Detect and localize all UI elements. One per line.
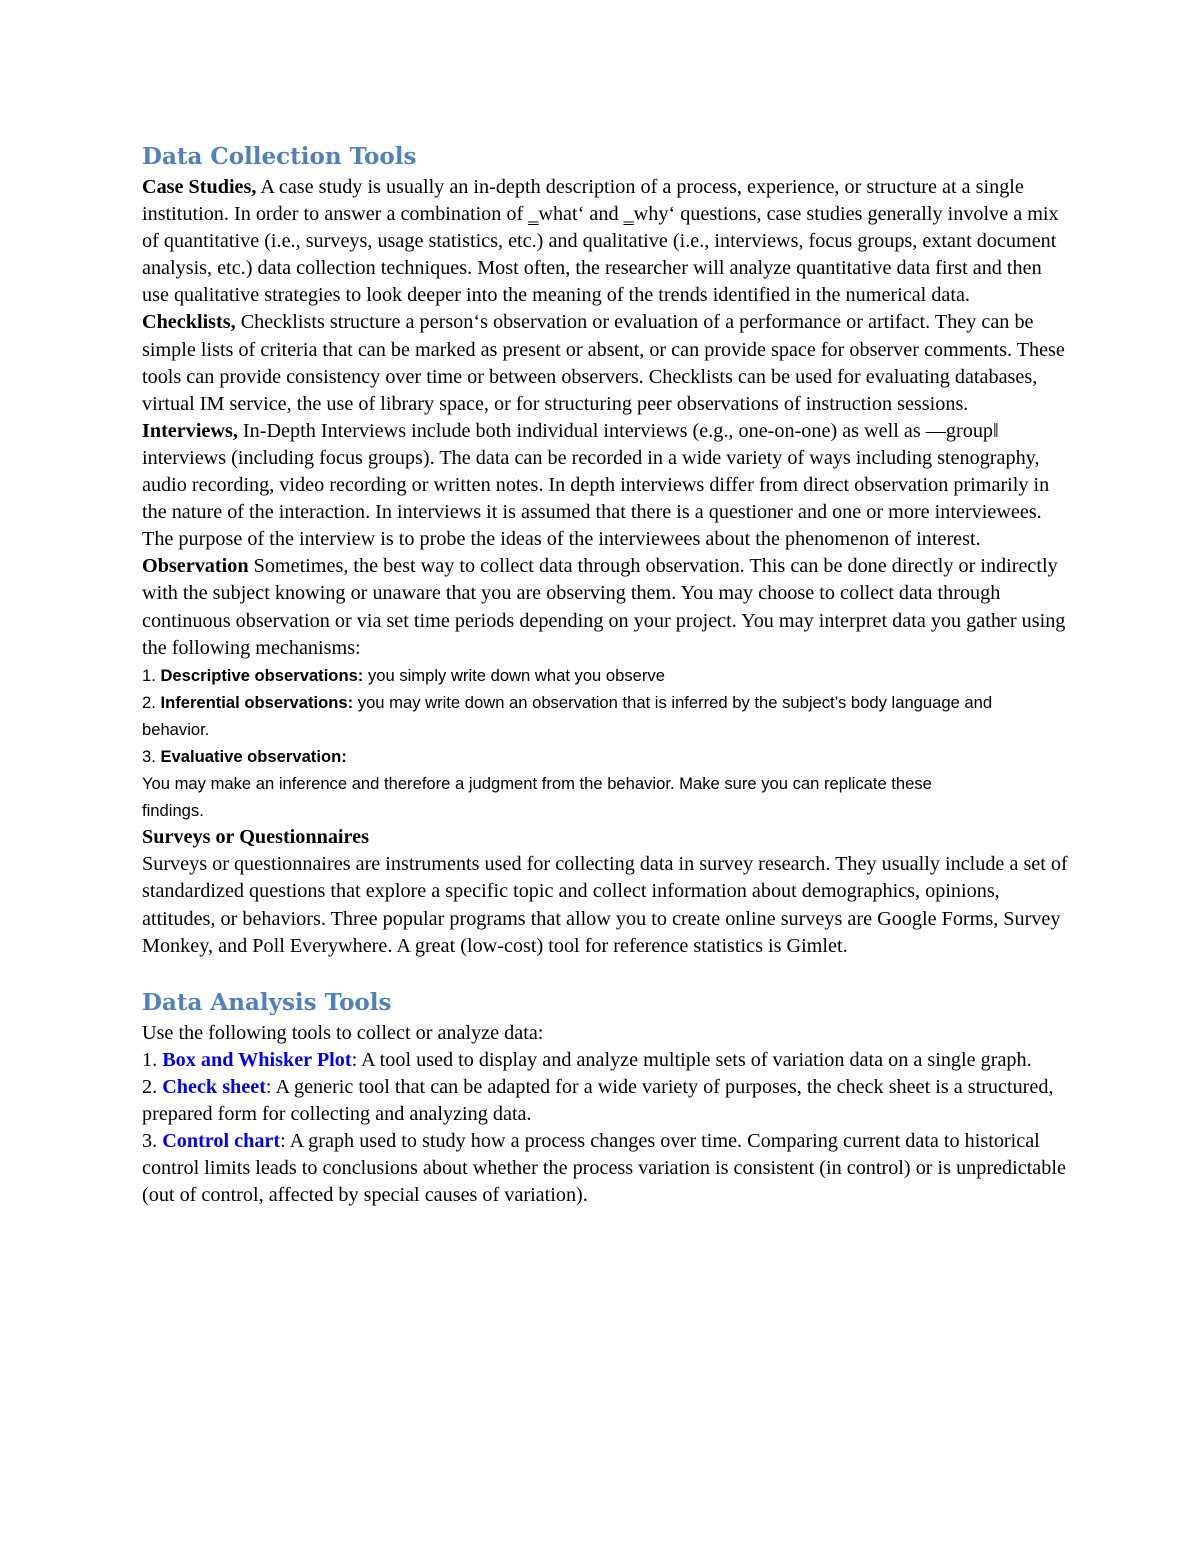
section-heading-collection: Data Collection Tools [142, 143, 417, 170]
analysis-item-2 [142, 1074, 1072, 1128]
section-spacer [142, 960, 1072, 986]
paragraph-checklists [142, 309, 1072, 417]
text-case-studies: A case study is usually an in-depth description of a process, experience, or structure at a single institution. In order to answer a combination of ‗what‘ and ‗why‘ questions, case studies generally involve a mix of quantitative (i.e., surveys, usage statistics, etc.) and qualitative (i.e., interviews, focus groups, extant document analysis, etc.) data collection techniques. Most often, the researcher will analyze quantitative data first and then use qualitative strategies to look deeper into the meaning of the trends identified in the numerical data. [142, 176, 1059, 307]
list-number: 1. [142, 1048, 163, 1071]
list-number: 2. [142, 1075, 163, 1098]
list-number: 2. [142, 692, 161, 712]
text-observation: Sometimes, the best way to collect data through observation. This can be done directly or indirectly with the subject knowing or unaware that you are observing them. You may choose to collect data through continuous observation or via set time periods depending on your project. You may interpret data you gather using the following mechanisms: [142, 555, 1066, 659]
evaluative-description: You may make an inference and therefore a judgment from the behavior. Make sure you can replicate these findings. [142, 774, 932, 821]
section-heading-analysis: Data Analysis Tools [142, 988, 392, 1016]
analysis-item-1 [142, 1047, 1072, 1074]
list-number: 1. [142, 665, 161, 685]
term-case-studies: Case Studies, [142, 176, 257, 198]
link-control-chart[interactable]: Control chart [162, 1130, 281, 1153]
text-inferential: you may write down an observation that is inferred by the subject’s body language and behavior. [142, 692, 993, 739]
observation-item-2 [142, 689, 1002, 743]
text-control-chart: : A graph used to study how a process changes over time. Comparing current data to historical control limits leads to conclusions about whether the process variation is consistent (in control) or is unpredictable (out of control, affected by special causes of variation). [142, 1130, 1066, 1207]
text-descriptive: you simply write down what you observe [363, 665, 665, 685]
list-number: 3. [142, 746, 161, 766]
paragraph-interviews [142, 418, 1072, 553]
term-descriptive: Descriptive observations: [160, 665, 364, 685]
observation-item-3 [142, 743, 1072, 770]
link-box-and-whisker-plot[interactable]: Box and Whisker Plot [162, 1048, 352, 1071]
analysis-item-3 [142, 1128, 1072, 1209]
document-page [142, 140, 1072, 1209]
observation-item-1 [142, 662, 1072, 689]
term-evaluative: Evaluative observation: [160, 746, 347, 766]
analysis-intro: Use the following tools to collect or analyze data: [142, 1021, 544, 1044]
link-check-sheet[interactable]: Check sheet [162, 1075, 266, 1098]
paragraph-surveys: Surveys or questionnaires are instruments used for collecting data in survey research. They usually include a set of standardized questions that explore a specific topic and collect information about demographics, opinions, attitudes, or behaviors. Three popular programs that allow you to create online surveys are Google Forms, Survey Monkey, and Poll Everywhere. A great (low-cost) tool for reference statistics is Gimlet. [142, 853, 1068, 957]
list-number: 3. [142, 1130, 163, 1153]
paragraph-observation [142, 553, 1072, 661]
text-check-sheet: : A generic tool that can be adapted for a wide variety of purposes, the check sheet is a structured, prepared form for collecting and analyzing data. [142, 1075, 1054, 1125]
term-inferential: Inferential observations: [160, 692, 354, 712]
paragraph-case-studies [142, 174, 1072, 309]
term-observation: Observation [142, 555, 249, 578]
text-interviews: In-Depth Interviews include both individual interviews (e.g., one-on-one) as well as ―group‖ interviews (including focus groups). The data can be recorded in a wide variety of ways including stenography, audio recording, video recording or written notes. In depth interviews differ from direct observation primarily in the nature of the interaction. In interviews it is assumed that there is a questioner and one or more interviewees. The purpose of the interview is to probe the ideas of the interviewees about the phenomenon of interest. [142, 419, 1050, 551]
term-interviews: Interviews, [142, 419, 238, 442]
term-checklists: Checklists, [142, 311, 236, 334]
text-checklists: Checklists structure a person‘s observation or evaluation of a performance or artifact. They can be simple lists of criteria that can be marked as present or absent, or can provide space for observer comments. These tools can provide consistency over time or between observers. Checklists can be used for evaluating databases, virtual IM service, the use of library space, or for structuring peer observations of instruction sessions. [142, 311, 1065, 415]
text-box-and-whisker: : A tool used to display and analyze multiple sets of variation data on a single graph. [351, 1048, 1032, 1071]
surveys-heading: Surveys or Questionnaires [142, 826, 369, 849]
